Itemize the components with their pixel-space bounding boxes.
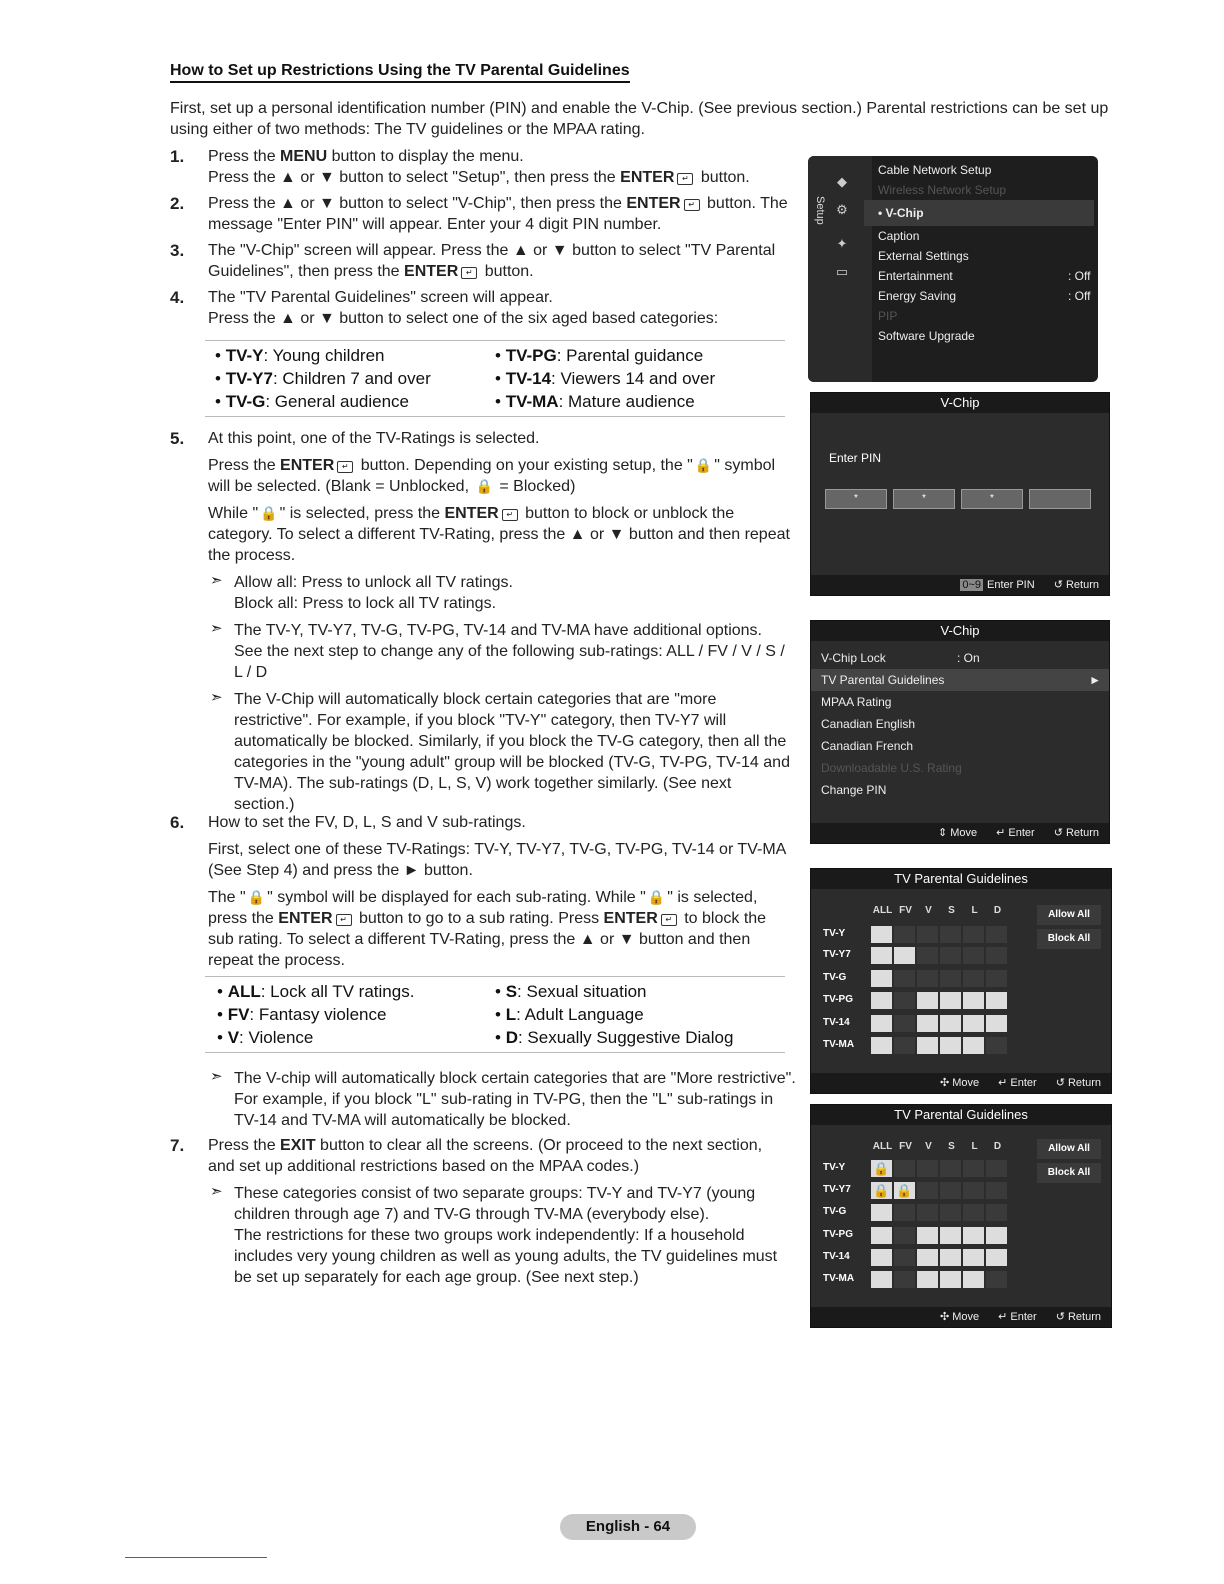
rating-cell[interactable] (871, 1204, 892, 1221)
screen-footer: ✣ Move ↵ Enter ↺ Return (811, 1073, 1111, 1093)
step-4 (170, 287, 790, 335)
step-6: 6. How to set the FV, D, L, S and V sub-ratings. First, select one of these TV-Ratings: TV-Y, TV-Y7, TV-G, TV-PG, TV-14 or TV-MA (See Step 4) and press the ► button. The " 🔒 " symbol will be displayed for each sub-rating. While " 🔒 " is selected, press the ENTER ↵ button to go to a sub rating. Press ENTER ↵ to block the sub rating. To select a different TV-Rating, press the ▲ or ▼ button and then repeat the process. (170, 812, 790, 977)
rating-cell[interactable] (940, 1037, 961, 1054)
rating-cell[interactable] (894, 1160, 915, 1177)
note-arrow-icon: ➣ (210, 689, 223, 706)
note-arrow-icon: ➣ (210, 620, 223, 637)
vchip-menu-item[interactable]: Downloadable U.S. Rating (821, 761, 962, 775)
vchip-menu-item[interactable]: Change PIN (821, 783, 887, 797)
key-enter: ENTER (280, 457, 335, 474)
rating-cell[interactable] (986, 1227, 1007, 1244)
vchip-screen (810, 620, 1110, 844)
pin-digit-box[interactable]: * (825, 489, 887, 509)
pin-digit-box[interactable] (1029, 489, 1091, 509)
rating-row: TV-14 (823, 1014, 869, 1032)
rating-cell[interactable] (917, 1271, 938, 1288)
screen-title: V-Chip (811, 393, 1109, 413)
lock-icon[interactable]: 🔒 (871, 1182, 892, 1199)
screen-title: TV Parental Guidelines (811, 869, 1111, 889)
rating-cell[interactable] (940, 926, 961, 943)
pin-digit-box[interactable]: * (893, 489, 955, 509)
rating-cell[interactable] (940, 1249, 961, 1266)
menu-item[interactable]: Caption (878, 229, 920, 243)
return-icon: ↺ (1055, 1077, 1065, 1089)
enter-icon: ↵ (337, 461, 353, 473)
return-icon: ↺ (1053, 579, 1063, 591)
lock-icon[interactable]: 🔒 (894, 1182, 915, 1199)
step-number: 5. (170, 429, 185, 448)
text: Press the (208, 148, 281, 165)
key-enter: ENTER (444, 505, 499, 522)
enter-icon: ↵ (661, 914, 677, 926)
allow-all-button[interactable]: Allow All (1037, 905, 1101, 925)
rating-cell[interactable] (894, 1249, 915, 1266)
menu-item-selected[interactable]: • V-Chip (864, 200, 1094, 226)
picture-icon: ◆ (837, 174, 847, 189)
subrating-item: • L: Adult Language (495, 1005, 644, 1024)
vchip-menu-item[interactable]: Canadian French (821, 739, 914, 753)
note-arrow-icon: ➣ (210, 572, 223, 589)
key-enter: ENTER (404, 263, 459, 280)
enter-icon: ↵ (677, 173, 693, 185)
key-enter: ENTER (620, 169, 675, 186)
rating-cell[interactable] (986, 1160, 1007, 1177)
category-item: • TV-Y: Young children (215, 346, 385, 365)
text: Press the ▲ or ▼ button to select "Setup", then press the (208, 169, 621, 186)
lock-icon: 🔒 (475, 478, 493, 494)
rating-cell[interactable] (986, 1204, 1007, 1221)
rating-row: TV-PG (823, 991, 869, 1009)
rating-cell[interactable] (940, 947, 961, 964)
step-number: 3. (170, 241, 185, 260)
block-all-button[interactable]: Block All (1037, 929, 1101, 949)
note: ➣ The V-Chip will automatically block certain categories that are "more restrictive". For example, if you block "TV-Y" category, then TV-Y7 will automatically be blocked. Similarly, if you block the TV-G category, then all the categories in the "young adult" group will be blocked (TV-G, TV-PG, TV-14 and TV-MA). The sub-ratings (D, L, S, V) work together similarly. (See next section.) (210, 689, 790, 813)
subrating-item: • V: Violence (217, 1028, 314, 1047)
key-exit: EXIT (280, 1137, 316, 1154)
rating-cell[interactable] (894, 926, 915, 943)
screen-title: TV Parental Guidelines (811, 1105, 1111, 1125)
enter-icon: ↵ (998, 1311, 1008, 1323)
rating-cell[interactable] (940, 1271, 961, 1288)
step-number: 6. (170, 813, 185, 832)
rating-row: TV-MA (823, 1270, 869, 1288)
setup-gear-icon: ⚙ (836, 202, 848, 217)
note: ➣ These categories consist of two separate groups: TV-Y and TV-Y7 (young children through age 7) and TV-G through TV-MA (everybody else). The restrictions for these two groups work independently: If a household includes very young children as well as young adults, the TV guidelines must be set up separately for each age group. (See next step.) (210, 1183, 778, 1286)
text: First, select one of these TV-Ratings: TV-Y, TV-Y7, TV-G, TV-PG, TV-14 or TV-MA (See Step 4) and press the ► button. (208, 841, 786, 879)
rating-cell[interactable] (963, 1227, 984, 1244)
rating-cell[interactable] (871, 1249, 892, 1266)
enter-icon: ↵ (998, 1077, 1008, 1089)
rating-row: TV-14 (823, 1248, 869, 1266)
arrow-right-icon: ► (1089, 673, 1101, 687)
text: How to set the FV, D, L, S and V sub-ratings. (208, 814, 526, 831)
subrating-header: ALL FV V S L D (872, 1141, 1002, 1152)
allow-all-button[interactable]: Allow All (1037, 1139, 1101, 1159)
text: Press the ▲ or ▼ button to select one of the six aged based categories: (208, 310, 719, 327)
menu-item[interactable]: Energy Saving : Off (878, 289, 1091, 303)
category-item: • TV-PG: Parental guidance (495, 346, 704, 365)
pin-screen (810, 392, 1110, 596)
note: ➣ The TV-Y, TV-Y7, TV-G, TV-PG, TV-14 and TV-MA have additional options. See the next step to change any of the following sub-ratings: ALL / FV / V / S / L / D (210, 620, 785, 681)
screen-footer: ✣ Move ↵ Enter ↺ Return (811, 1307, 1111, 1327)
subrating-table (205, 976, 785, 1053)
key-enter: ENTER (626, 195, 681, 212)
rating-cell[interactable] (963, 970, 984, 987)
rating-row: TV-Y (823, 925, 869, 943)
rating-cell[interactable] (917, 1160, 938, 1177)
rating-cell[interactable] (917, 992, 938, 1009)
text: button. (480, 263, 534, 280)
rating-cell[interactable] (871, 1227, 892, 1244)
number-keys: 0~9 (962, 579, 981, 591)
screen-title: V-Chip (811, 621, 1109, 641)
guidelines-screen-locked (810, 1104, 1112, 1328)
lock-icon: 🔒 (694, 457, 713, 473)
vchip-menu-item[interactable]: V-Chip Lock : On (821, 651, 980, 665)
category-item: • TV-MA: Mature audience (495, 392, 695, 411)
rating-row: TV-Y7 🔒 🔒 (823, 1181, 869, 1199)
updown-icon: ⇕ (937, 827, 948, 839)
vchip-menu-item-selected[interactable]: TV Parental Guidelines ► (811, 669, 1109, 691)
rating-cell[interactable] (940, 1015, 961, 1032)
vchip-menu-item[interactable]: MPAA Rating (821, 695, 892, 709)
return-icon: ↺ (1053, 827, 1063, 839)
setup-menu-screen (808, 156, 1098, 382)
block-all-button[interactable]: Block All (1037, 1163, 1101, 1183)
screen-footer: 0~9 Enter PIN ↺ Return (811, 575, 1109, 595)
category-item: • TV-14: Viewers 14 and over (495, 369, 716, 388)
support-icon: ▭ (835, 264, 849, 279)
text: button. (696, 169, 750, 186)
subrating-header: ALL FV V S L D (872, 905, 1002, 916)
category-item: • TV-G: General audience (215, 392, 410, 411)
setup-label: Setup (814, 196, 826, 225)
text: The "V-Chip" screen will appear. Press the ▲ or ▼ button to select "TV Parental Guidelines", then press the (208, 242, 776, 280)
rating-cell[interactable] (986, 1249, 1007, 1266)
category-table (205, 340, 785, 417)
key-enter: ENTER (278, 910, 333, 927)
return-icon: ↺ (1055, 1311, 1065, 1323)
rating-cell[interactable] (917, 926, 938, 943)
rating-cell[interactable] (917, 1204, 938, 1221)
menu-item[interactable]: PIP (878, 309, 898, 323)
rating-cell[interactable] (917, 1037, 938, 1054)
rating-cell[interactable] (963, 1037, 984, 1054)
key-menu: MENU (280, 148, 328, 165)
input-icon: ✦ (836, 236, 848, 251)
rating-cell[interactable] (986, 970, 1007, 987)
pin-digit-box[interactable]: * (961, 489, 1023, 509)
rating-cell[interactable] (917, 1182, 938, 1199)
screen-footer: ⇕ Move ↵ Enter ↺ Return (811, 823, 1109, 843)
note: ➣ Allow all: Press to unlock all TV ratings. Block all: Press to lock all TV ratings. (210, 572, 513, 612)
step-3 (170, 240, 790, 288)
step-number: 2. (170, 194, 185, 213)
rating-cell[interactable] (963, 926, 984, 943)
rating-cell[interactable] (894, 970, 915, 987)
subrating-item: • FV: Fantasy violence (217, 1005, 387, 1024)
text: Press the ▲ or ▼ button to select "V-Chip", then press the (208, 195, 627, 212)
rating-cell[interactable] (986, 926, 1007, 943)
rating-cell[interactable] (963, 1182, 984, 1199)
rating-cell[interactable] (871, 926, 892, 943)
text: button. The message "Enter PIN" will appear. Enter your 4 digit PIN number. (208, 195, 788, 233)
intro-paragraph: First, set up a personal identification number (PIN) and enable the V-Chip. (See previous section.) Parental restrictions can be set up using either of two methods: The TV guidelines or the MPAA rating. (170, 100, 1109, 138)
menu-item[interactable]: Wireless Network Setup (878, 183, 1007, 197)
page-number-label: English - 64 (560, 1514, 696, 1540)
rating-cell[interactable] (917, 1015, 938, 1032)
step-number: 1. (170, 147, 185, 166)
rating-cell[interactable] (986, 1015, 1007, 1032)
rating-row: TV-G (823, 1203, 869, 1221)
rating-cell[interactable] (963, 1271, 984, 1288)
step-1 (170, 146, 790, 194)
rating-row: TV-Y7 (823, 946, 869, 964)
pin-label: Enter PIN (829, 451, 882, 465)
text: button to display the menu. (327, 148, 524, 165)
rating-cell[interactable] (894, 947, 915, 964)
step-number: 4. (170, 288, 185, 307)
rating-cell[interactable] (963, 1204, 984, 1221)
text: The "TV Parental Guidelines" screen will appear. (208, 289, 553, 306)
rating-cell[interactable] (894, 1037, 915, 1054)
rating-cell[interactable] (986, 947, 1007, 964)
lock-icon[interactable]: 🔒 (871, 1160, 892, 1177)
rating-cell[interactable] (986, 1182, 1007, 1199)
step-7: 7. Press the EXIT button to clear all the screens. (Or proceed to the next section, and set up additional restrictions based on the MPAA codes.) ➣ These categories consist of two separate groups: TV-Y and TV-Y7 (young children through age 7) and TV-G through TV-MA (everybody else). The restrictions for these two groups work independently: If a household includes very young children as well as young adults, the TV guidelines must be set up separately for each age group. (See next step.) (170, 1135, 790, 1294)
rating-cell[interactable] (940, 1182, 961, 1199)
enter-icon: ↵ (684, 199, 700, 211)
rating-cell[interactable] (986, 1271, 1007, 1288)
vchip-menu-item[interactable]: Canadian English (821, 717, 916, 731)
step-2 (170, 193, 790, 241)
rating-cell[interactable] (871, 1015, 892, 1032)
rating-cell[interactable] (963, 992, 984, 1009)
setup-menu-list (878, 160, 1094, 346)
rating-cell[interactable] (917, 970, 938, 987)
rating-cell[interactable] (940, 1204, 961, 1221)
step-5: 5. At this point, one of the TV-Ratings is selected. Press the ENTER ↵ button. Depending on your existing setup, the " 🔒 " symbol will be selected. (Blank = Unblocked, 🔒 = Blocked) While " 🔒 " is selected, press the ENTER ↵ button to block or unblock the category. To select a different TV-Rating, press the ▲ or ▼ button and then repeat the process. ➣ Allow all: Press to unlock all TV ratings. Block all: Press to lock all TV ratings. ➣ The TV-Y, TV-Y7, TV-G, TV-PG, TV-14 and TV-MA have additional options. See the next step to change any of the following sub-ratings: ALL / FV / V / S / L / D ➣ The V-Chip will automatically block certain categories that are "more restrictive". For example, if you block "TV-Y" category, then TV-Y7 will automatically be blocked. Similarly, if you block the TV-G category, then all the categories in the "young adult" group will be blocked (TV-G, TV-PG, TV-14 and TV-MA). The sub-ratings (D, L, S, V) work together similarly. (See next section.) (170, 429, 790, 813)
rating-cell[interactable] (940, 1227, 961, 1244)
menu-item[interactable]: Cable Network Setup (878, 163, 992, 177)
rating-cell[interactable] (917, 1249, 938, 1266)
menu-item[interactable]: Entertainment : Off (878, 269, 1091, 283)
rating-cell[interactable] (871, 1037, 892, 1054)
move-icon: ✣ (939, 1077, 950, 1089)
rating-cell[interactable] (963, 1249, 984, 1266)
footer-divider (125, 1557, 267, 1558)
rating-cell[interactable] (940, 992, 961, 1009)
rating-cell[interactable] (963, 1160, 984, 1177)
enter-icon: ↵ (461, 267, 477, 279)
lock-icon: 🔒 (247, 889, 266, 905)
lock-icon: 🔒 (647, 889, 666, 905)
step-6-note (208, 1068, 798, 1137)
move-icon: ✣ (939, 1311, 950, 1323)
category-item: • TV-Y7: Children 7 and over (215, 369, 431, 388)
rating-cell[interactable] (894, 1015, 915, 1032)
rating-row: TV-MA (823, 1036, 869, 1054)
enter-icon: ↵ (336, 914, 352, 926)
rating-cell[interactable] (940, 1160, 961, 1177)
rating-cell[interactable] (940, 970, 961, 987)
rating-cell[interactable] (871, 1271, 892, 1288)
rating-cell[interactable] (963, 1015, 984, 1032)
rating-cell[interactable] (917, 947, 938, 964)
guidelines-screen (810, 868, 1112, 1094)
rating-cell[interactable] (917, 1227, 938, 1244)
rating-cell[interactable] (871, 970, 892, 987)
rating-cell[interactable] (986, 992, 1007, 1009)
key-enter: ENTER (603, 910, 658, 927)
subrating-item: • S: Sexual situation (495, 982, 647, 1001)
menu-sidebar (808, 156, 872, 382)
menu-item[interactable]: External Settings (878, 249, 969, 263)
rating-row: TV-G (823, 969, 869, 987)
step-number: 7. (170, 1136, 185, 1155)
enter-icon: ↵ (996, 827, 1006, 839)
rating-cell[interactable] (986, 1037, 1007, 1054)
lock-icon: 🔒 (260, 505, 278, 521)
rating-cell[interactable] (894, 1271, 915, 1288)
rating-cell[interactable] (871, 947, 892, 964)
section-heading: How to Set up Restrictions Using the TV Parental Guidelines (170, 62, 630, 83)
note-arrow-icon: ➣ (210, 1068, 223, 1085)
menu-item[interactable]: Software Upgrade (878, 329, 975, 343)
rating-cell[interactable] (894, 1204, 915, 1221)
enter-icon: ↵ (502, 509, 518, 521)
rating-cell[interactable] (871, 992, 892, 1009)
rating-cell[interactable] (894, 992, 915, 1009)
rating-row: TV-PG (823, 1226, 869, 1244)
note: ➣ The V-chip will automatically block certain categories that are "More restrictive". For example, if you block "L" sub-rating in TV-PG, then the "L" sub-ratings in TV-14 and TV-MA will automatically be blocked. (210, 1068, 796, 1129)
rating-row: TV-Y 🔒 (823, 1159, 869, 1177)
subrating-item: • D: Sexually Suggestive Dialog (495, 1028, 734, 1047)
rating-cell[interactable] (894, 1227, 915, 1244)
note-arrow-icon: ➣ (210, 1183, 223, 1200)
text: At this point, one of the TV-Ratings is selected. (208, 430, 540, 447)
subrating-item: • ALL: Lock all TV ratings. (217, 982, 415, 1001)
rating-cell[interactable] (963, 947, 984, 964)
